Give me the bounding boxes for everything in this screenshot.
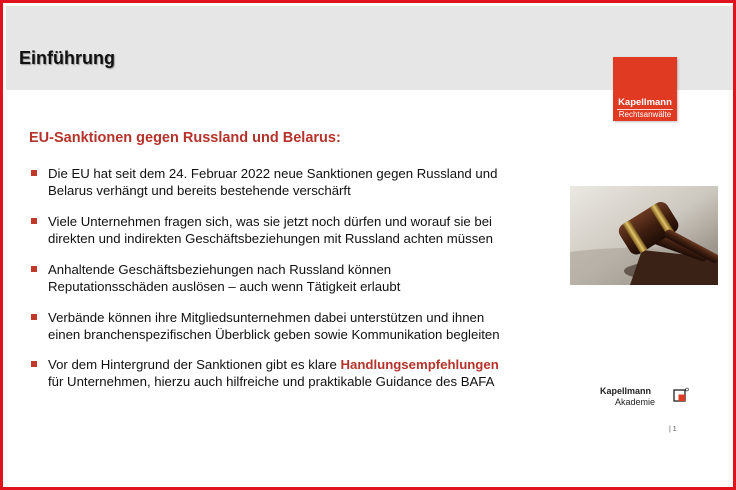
page-number: | 1 — [669, 426, 677, 433]
logo-subtitle: Rechtsanwälte — [618, 110, 672, 119]
bullet-line: einen branchenspezifischen Überblick geben sowie Kommunikation begleiten — [48, 327, 500, 342]
bullet-line: Reputationsschäden auslösen – auch wenn Tätigkeit erlaubt — [48, 279, 401, 294]
bullet-text — [48, 356, 559, 390]
bullet-line: direkten und indirekten Geschäftsbeziehungen mit Russland achten müssen — [48, 231, 493, 246]
bullet-text — [48, 309, 559, 343]
gavel-icon — [570, 186, 718, 285]
bullet-square-icon — [31, 266, 37, 272]
kapellmann-akademie-logo — [600, 383, 690, 413]
logo-name: Kapellmann — [618, 97, 672, 108]
bullet-text — [48, 213, 559, 247]
highlight-text: Handlungsempfehlungen — [340, 357, 499, 372]
bullet-line-text: Vor dem Hintergrund der Sanktionen gibt es klare — [48, 357, 341, 372]
bullet-square-icon — [31, 314, 37, 320]
academy-mark-icon — [673, 387, 689, 403]
bullet-line: Die EU hat seit dem 24. Februar 2022 neue Sanktionen gegen Russland und — [48, 166, 498, 181]
bullet-line: Verbände können ihre Mitgliedsunternehmen dabei unterstützen und ihnen — [48, 310, 485, 325]
bullet-line: Anhaltende Geschäftsbeziehungen nach Russland können — [48, 262, 392, 277]
bullet-line: für Unternehmen, hierzu auch hilfreiche und praktikable Guidance des BAFA — [48, 374, 495, 389]
kapellmann-logo — [613, 57, 677, 121]
bullet-line: Viele Unternehmen fragen sich, was sie jetzt noch dürfen und worauf sie bei — [48, 214, 492, 229]
bullet-square-icon — [31, 361, 37, 367]
bullet-square-icon — [31, 218, 37, 224]
section-heading: EU-Sanktionen gegen Russland und Belarus: — [29, 130, 341, 146]
slide-title: Einführung — [19, 48, 115, 68]
bullet-line: Belarus verhängt und bereits bestehende verschärft — [48, 183, 351, 198]
bullet-square-icon — [31, 170, 37, 176]
bullet-text — [48, 165, 559, 199]
academy-subtitle: Akademie — [615, 397, 656, 407]
gavel-image — [570, 186, 718, 285]
bullet-line — [48, 356, 559, 373]
academy-name: Kapellmann — [600, 386, 652, 396]
bullet-text — [48, 261, 559, 295]
